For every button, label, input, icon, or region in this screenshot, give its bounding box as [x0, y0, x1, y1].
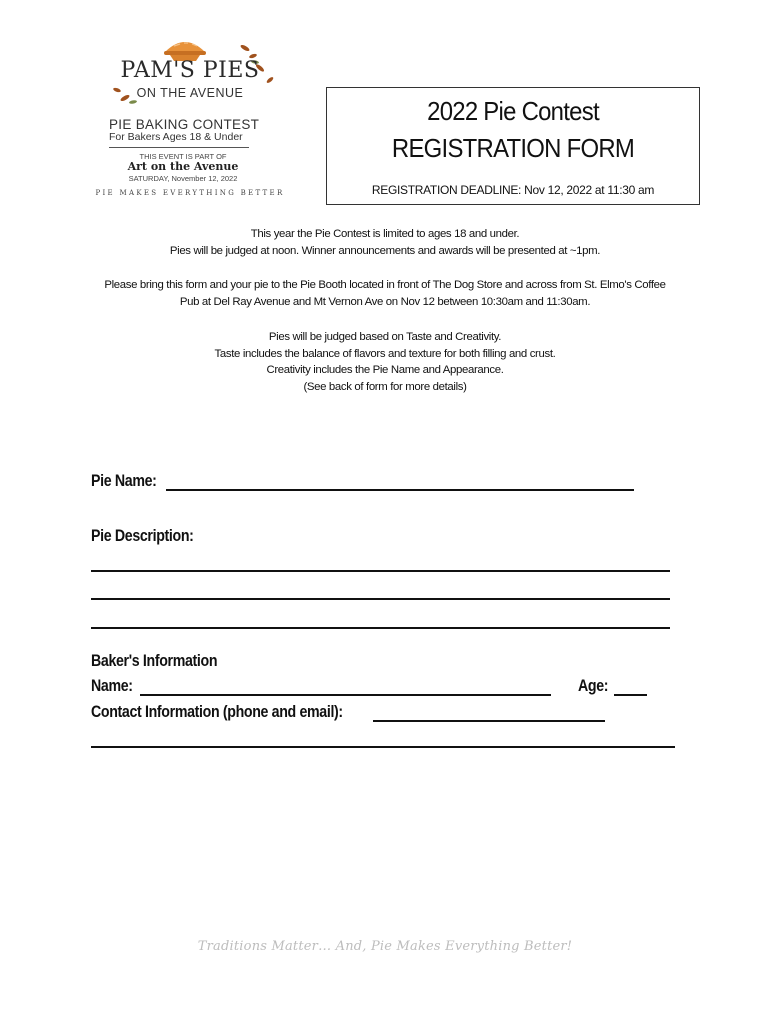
intro-line: This year the Pie Contest is limited to ages 18 and under.	[250, 228, 520, 240]
form-title: 2022 Pie Contest	[427, 96, 599, 126]
intro-line: Taste includes the balance of flavors and texture for both filling and crust.	[214, 347, 556, 360]
form-subtitle: REGISTRATION FORM	[391, 133, 635, 163]
brand-title: PAM'S PIES	[120, 58, 260, 83]
pie-description-line-1[interactable]	[91, 570, 670, 572]
pie-description-label: Pie Description:	[91, 527, 194, 545]
intro-paragraph-1	[60, 226, 710, 259]
pie-name-label: Pie Name:	[91, 472, 157, 490]
contest-title: PIE BAKING CONTEST	[109, 117, 260, 132]
footer-tagline: Traditions Matter… And, Pie Makes Everything Better!	[197, 939, 573, 954]
intro-line: Pub at Del Ray Avenue and Mt Vernon Ave on Nov 12 between 10:30am and 11:30am.	[179, 295, 591, 308]
age-label: Age:	[578, 677, 609, 695]
name-line[interactable]	[140, 694, 551, 696]
tagline: PIE MAKES EVERYTHING BETTER	[95, 189, 285, 197]
pie-name-line[interactable]	[166, 489, 634, 491]
pie-description-line-3[interactable]	[91, 627, 670, 629]
contact-info-line-2[interactable]	[91, 746, 675, 748]
contact-info-label: Contact Information (phone and email):	[91, 703, 343, 721]
pie-description-line-2[interactable]	[91, 598, 670, 600]
contest-subtitle: For Bakers Ages 18 & Under	[109, 131, 243, 143]
intro-line: Please bring this form and your pie to the Pie Booth located in front of The Dog Store and across from St. Elmo's Coffee	[104, 279, 666, 291]
intro-line: Creativity includes the Pie Name and Appearance.	[266, 364, 504, 376]
intro-line: (See back of form for more details)	[303, 380, 467, 393]
logo-divider	[109, 147, 249, 148]
registration-deadline: REGISTRATION DEADLINE: Nov 12, 2022 at 11:30 am	[371, 183, 655, 197]
name-label: Name:	[91, 677, 133, 695]
baker-info-heading: Baker's Information	[91, 652, 218, 670]
contact-info-line-1[interactable]	[373, 720, 605, 722]
event-date: SATURDAY, November 12, 2022	[128, 174, 238, 183]
intro-line: Pies will be judged based on Taste and Creativity.	[268, 331, 502, 343]
age-line[interactable]	[614, 694, 647, 696]
event-name: Art on the Avenue	[127, 160, 239, 173]
brand-subtitle: ON THE AVENUE	[136, 86, 244, 100]
intro-paragraph-3	[60, 329, 710, 395]
intro-line: Pies will be judged at noon. Winner announcements and awards will be presented at ~1pm.	[169, 244, 601, 257]
event-part-label: THIS EVENT IS PART OF	[139, 152, 227, 161]
intro-paragraph-2	[60, 277, 710, 310]
